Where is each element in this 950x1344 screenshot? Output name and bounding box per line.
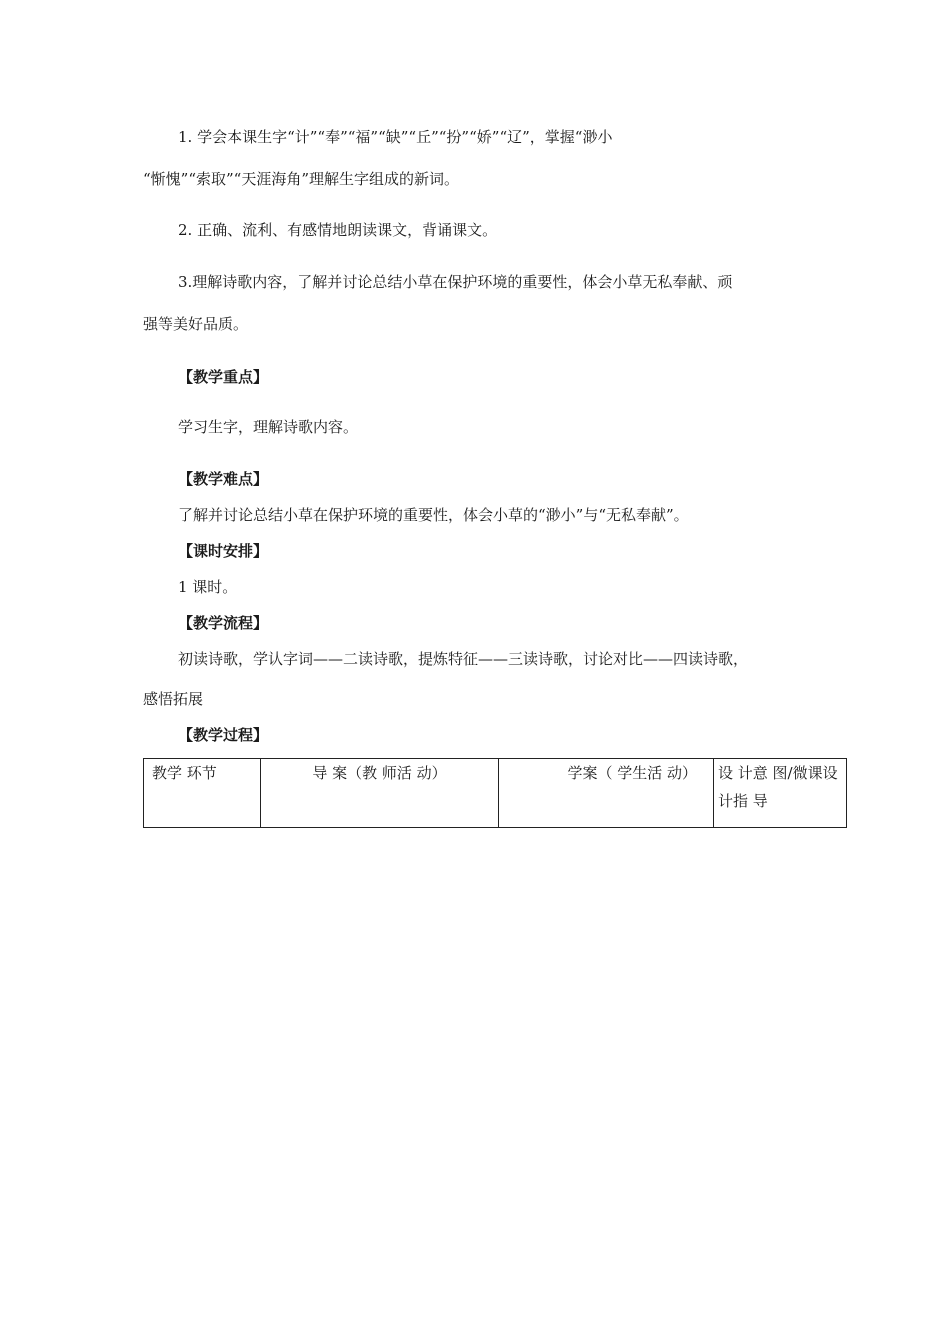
difficulties-text: 了解并讨论总结小草在保护环境的重要性，体会小草的“渺小”与“无私奉献”。 [178,506,689,524]
header-cell-design-intent: 设 计意 图/微课设 计指 导 [714,759,847,828]
key-points-heading: 【教学重点】 [178,368,269,386]
objective-1-line-2: “惭愧”“索取”“天涯海角”理解生字组成的新词。 [143,170,460,188]
header-cell-stage: 教学 环节 [144,759,261,828]
difficulties-heading: 【教学难点】 [178,470,269,488]
header-cell-student-plan: 学案（ 学生活 动） [499,759,714,828]
teaching-process-table [143,758,847,828]
flow-text-line-2: 感悟拓展 [143,690,204,708]
flow-heading: 【教学流程】 [178,614,269,632]
key-points-text: 学习生字，理解诗歌内容。 [178,418,359,436]
objective-1-line-1: 1. 学会本课生字“计”“奉”“福”“缺”“丘”“扮”“娇”“辽”，掌握“渺小 [178,128,613,146]
flow-text-line-1: 初读诗歌，学认字词——二读诗歌，提炼特征——三读诗歌，讨论对比——四读诗歌， [178,650,749,668]
schedule-text: 1 课时。 [178,578,238,596]
objective-3-line-1: 3.理解诗歌内容，了解并讨论总结小草在保护环境的重要性，体会小草无私奉献、顽 [178,273,733,291]
table-header-row [144,759,847,828]
header-cell-teacher-plan: 导 案（教 师活 动） [261,759,499,828]
schedule-heading: 【课时安排】 [178,542,269,560]
objective-3-line-2: 强等美好品质。 [143,315,249,333]
objective-2: 2. 正确、流利、有感情地朗读课文，背诵课文。 [178,221,498,239]
process-heading: 【教学过程】 [178,726,269,744]
